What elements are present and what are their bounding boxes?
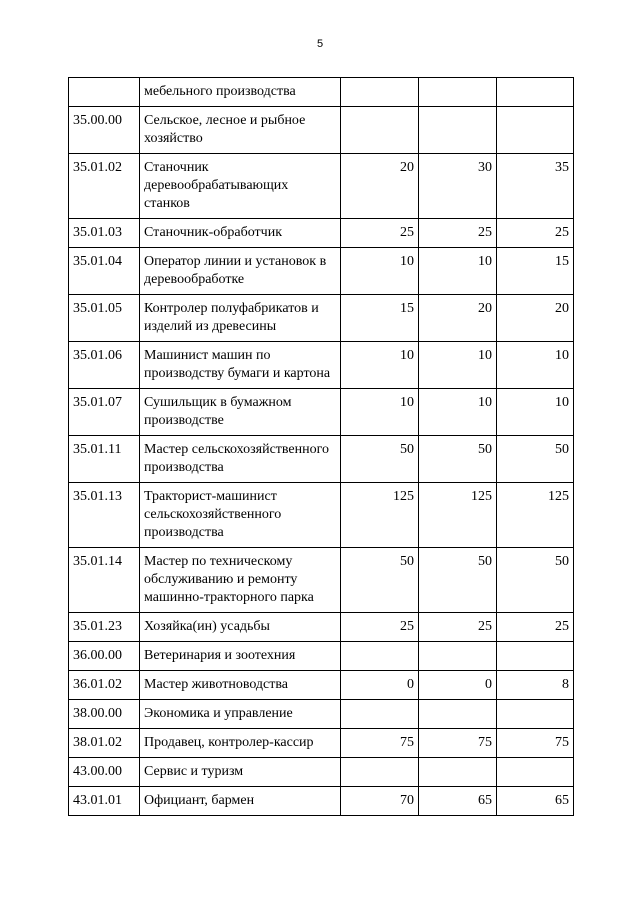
- code-cell: 38.00.00: [69, 700, 140, 729]
- name-cell: Машинист машин по производству бумаги и картона: [140, 342, 341, 389]
- value-cell-1: 25: [341, 613, 419, 642]
- code-cell: 35.01.23: [69, 613, 140, 642]
- value-cell-3: 10: [497, 389, 574, 436]
- value-cell-2: 0: [419, 671, 497, 700]
- name-cell: Станочник деревообрабатывающих станков: [140, 154, 341, 219]
- code-cell: 35.00.00: [69, 107, 140, 154]
- name-cell: Тракторист-машинист сельскохозяйственного производства: [140, 483, 341, 548]
- value-cell-1: 50: [341, 548, 419, 613]
- value-cell-2: [419, 642, 497, 671]
- table-row: [69, 700, 574, 729]
- code-cell: 43.01.01: [69, 787, 140, 816]
- value-cell-2: 50: [419, 548, 497, 613]
- value-cell-1: 20: [341, 154, 419, 219]
- value-cell-2: 10: [419, 248, 497, 295]
- value-cell-3: [497, 642, 574, 671]
- table-row: [69, 787, 574, 816]
- code-cell: 35.01.07: [69, 389, 140, 436]
- code-cell: 35.01.03: [69, 219, 140, 248]
- table-row: [69, 548, 574, 613]
- table-row: [69, 436, 574, 483]
- value-cell-2: 65: [419, 787, 497, 816]
- name-cell: Мастер сельскохозяйственного производства: [140, 436, 341, 483]
- value-cell-3: [497, 700, 574, 729]
- value-cell-3: [497, 107, 574, 154]
- value-cell-3: 65: [497, 787, 574, 816]
- value-cell-1: [341, 107, 419, 154]
- value-cell-2: 25: [419, 219, 497, 248]
- table-row: [69, 78, 574, 107]
- value-cell-2: [419, 700, 497, 729]
- name-cell: Официант, бармен: [140, 787, 341, 816]
- name-cell: Хозяйка(ин) усадьбы: [140, 613, 341, 642]
- code-cell: 36.00.00: [69, 642, 140, 671]
- name-cell: Сушильщик в бумажном производстве: [140, 389, 341, 436]
- value-cell-1: 10: [341, 248, 419, 295]
- value-cell-2: [419, 78, 497, 107]
- value-cell-2: [419, 758, 497, 787]
- value-cell-1: 10: [341, 342, 419, 389]
- value-cell-3: 25: [497, 219, 574, 248]
- value-cell-2: 10: [419, 342, 497, 389]
- value-cell-3: 10: [497, 342, 574, 389]
- value-cell-2: 30: [419, 154, 497, 219]
- value-cell-2: 20: [419, 295, 497, 342]
- value-cell-2: 10: [419, 389, 497, 436]
- value-cell-1: 50: [341, 436, 419, 483]
- value-cell-1: [341, 78, 419, 107]
- value-cell-2: 125: [419, 483, 497, 548]
- code-cell: 35.01.13: [69, 483, 140, 548]
- value-cell-1: [341, 642, 419, 671]
- value-cell-1: [341, 700, 419, 729]
- value-cell-1: 10: [341, 389, 419, 436]
- table-row: [69, 389, 574, 436]
- value-cell-1: 25: [341, 219, 419, 248]
- table-row: [69, 729, 574, 758]
- name-cell: Мастер по техническому обслуживанию и ремонту машинно-тракторного парка: [140, 548, 341, 613]
- table-row: [69, 613, 574, 642]
- name-cell: Сервис и туризм: [140, 758, 341, 787]
- table-row: [69, 248, 574, 295]
- name-cell: Экономика и управление: [140, 700, 341, 729]
- table-row: [69, 483, 574, 548]
- table-row: [69, 154, 574, 219]
- table-row: [69, 758, 574, 787]
- value-cell-1: 15: [341, 295, 419, 342]
- name-cell: Продавец, контролер-кассир: [140, 729, 341, 758]
- table-row: [69, 107, 574, 154]
- code-cell: 35.01.06: [69, 342, 140, 389]
- name-cell: Контролер полуфабрикатов и изделий из древесины: [140, 295, 341, 342]
- value-cell-3: 125: [497, 483, 574, 548]
- name-cell: Ветеринария и зоотехния: [140, 642, 341, 671]
- value-cell-3: 15: [497, 248, 574, 295]
- code-cell: 36.01.02: [69, 671, 140, 700]
- value-cell-2: [419, 107, 497, 154]
- code-cell: 35.01.11: [69, 436, 140, 483]
- value-cell-3: 75: [497, 729, 574, 758]
- value-cell-1: 125: [341, 483, 419, 548]
- code-cell: [69, 78, 140, 107]
- value-cell-3: 25: [497, 613, 574, 642]
- value-cell-2: 25: [419, 613, 497, 642]
- table-row: [69, 219, 574, 248]
- code-cell: 35.01.05: [69, 295, 140, 342]
- value-cell-3: 50: [497, 436, 574, 483]
- name-cell: мебельного производства: [140, 78, 341, 107]
- table-body: [69, 78, 574, 816]
- value-cell-1: [341, 758, 419, 787]
- name-cell: Станочник-обработчик: [140, 219, 341, 248]
- code-cell: 35.01.02: [69, 154, 140, 219]
- table-row: [69, 295, 574, 342]
- value-cell-2: 75: [419, 729, 497, 758]
- value-cell-3: 35: [497, 154, 574, 219]
- value-cell-3: 50: [497, 548, 574, 613]
- page-number: 5: [316, 38, 324, 50]
- value-cell-1: 75: [341, 729, 419, 758]
- value-cell-1: 0: [341, 671, 419, 700]
- value-cell-1: 70: [341, 787, 419, 816]
- value-cell-3: [497, 78, 574, 107]
- name-cell: Мастер животноводства: [140, 671, 341, 700]
- code-cell: 35.01.04: [69, 248, 140, 295]
- name-cell: Оператор линии и установок в деревообработке: [140, 248, 341, 295]
- table-row: [69, 671, 574, 700]
- name-cell: Сельское, лесное и рыбное хозяйство: [140, 107, 341, 154]
- code-cell: 38.01.02: [69, 729, 140, 758]
- value-cell-3: 20: [497, 295, 574, 342]
- code-cell: 43.00.00: [69, 758, 140, 787]
- table-row: [69, 642, 574, 671]
- specialties-table: [68, 77, 574, 816]
- value-cell-3: [497, 758, 574, 787]
- value-cell-2: 50: [419, 436, 497, 483]
- table-row: [69, 342, 574, 389]
- code-cell: 35.01.14: [69, 548, 140, 613]
- value-cell-3: 8: [497, 671, 574, 700]
